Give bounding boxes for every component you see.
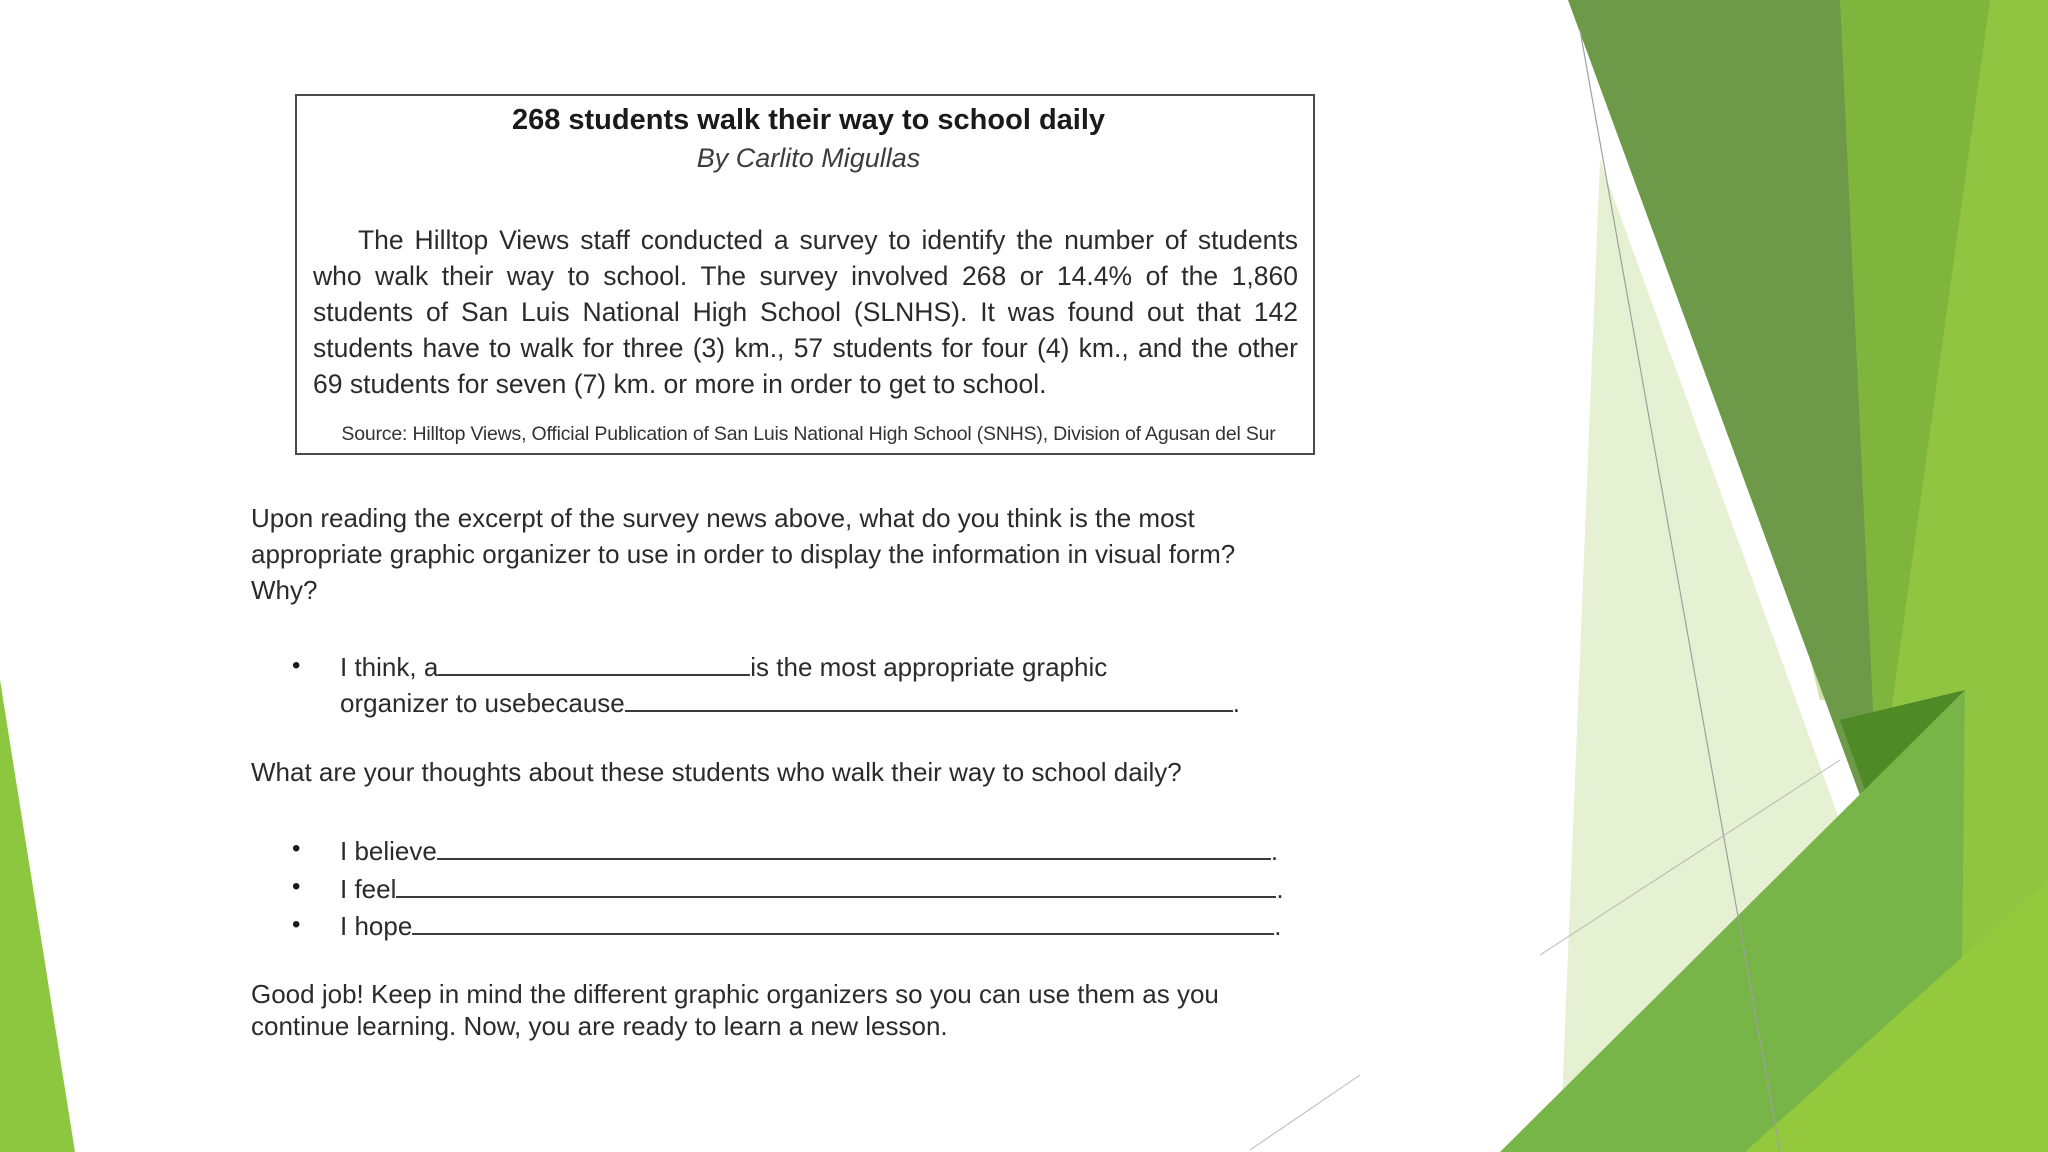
closing-message: Good job! Keep in mind the different graphic organizers so you can use them as you continue learning. Now, you are ready to learn a new lesson. <box>251 979 1219 1041</box>
prompt-most-appropriate: is the most appropriate graphic <box>750 652 1108 682</box>
answer-line-hope <box>340 907 1282 944</box>
bullet-dot: • <box>292 911 301 938</box>
prompt-i-hope: I hope <box>340 911 413 941</box>
prompt-i-think: I think, a <box>340 652 439 682</box>
prompt-end: . <box>1232 688 1240 718</box>
blank-feel[interactable] <box>396 870 1276 898</box>
answer-line-because <box>340 684 1240 721</box>
news-body: The Hilltop Views staff conducted a survey to identify the number of students who walk their way to school. The survey involved 268 or 14.4% of the 1,860 students of San Luis National High School (SLNHS). It was found out that 142 students have to walk for three (3) km., 57 students for four (4) km., and the other 69 students for seven (7) km. or more in order to get to school. <box>313 225 1298 399</box>
prompt-i-feel: I feel <box>340 874 397 904</box>
answer-line-organizer <box>340 648 1107 685</box>
prompt-end: . <box>1270 836 1279 866</box>
news-title: 268 students walk their way to school daily <box>511 104 1106 136</box>
blank-because[interactable] <box>625 684 1233 712</box>
prompt-end: . <box>1274 911 1282 941</box>
question-graphic-organizer: Upon reading the excerpt of the survey news above, what do you think is the most appropriate graphic organizer to use in order to display the information in visual form? Why? <box>251 503 1236 605</box>
blank-hope[interactable] <box>412 907 1274 935</box>
answer-line-feel <box>340 870 1284 907</box>
answer-line-believe <box>340 832 1278 869</box>
prompt-end: . <box>1276 874 1284 904</box>
bullet-dot: • <box>292 652 301 679</box>
news-source: Source: Hilltop Views, Official Publication of San Luis National High School (SNHS), Division of Agusan del Sur <box>341 423 1276 445</box>
blank-organizer[interactable] <box>438 648 750 676</box>
blank-believe[interactable] <box>437 832 1271 860</box>
prompt-i-believe: I believe <box>340 836 437 866</box>
prompt-because: organizer to usebecause <box>340 688 625 718</box>
bullet-dot: • <box>292 835 301 862</box>
question-thoughts: What are your thoughts about these students who walk their way to school daily? <box>251 757 1182 787</box>
news-byline: By Carlito Migullas <box>696 143 921 173</box>
bullet-dot: • <box>292 873 301 900</box>
